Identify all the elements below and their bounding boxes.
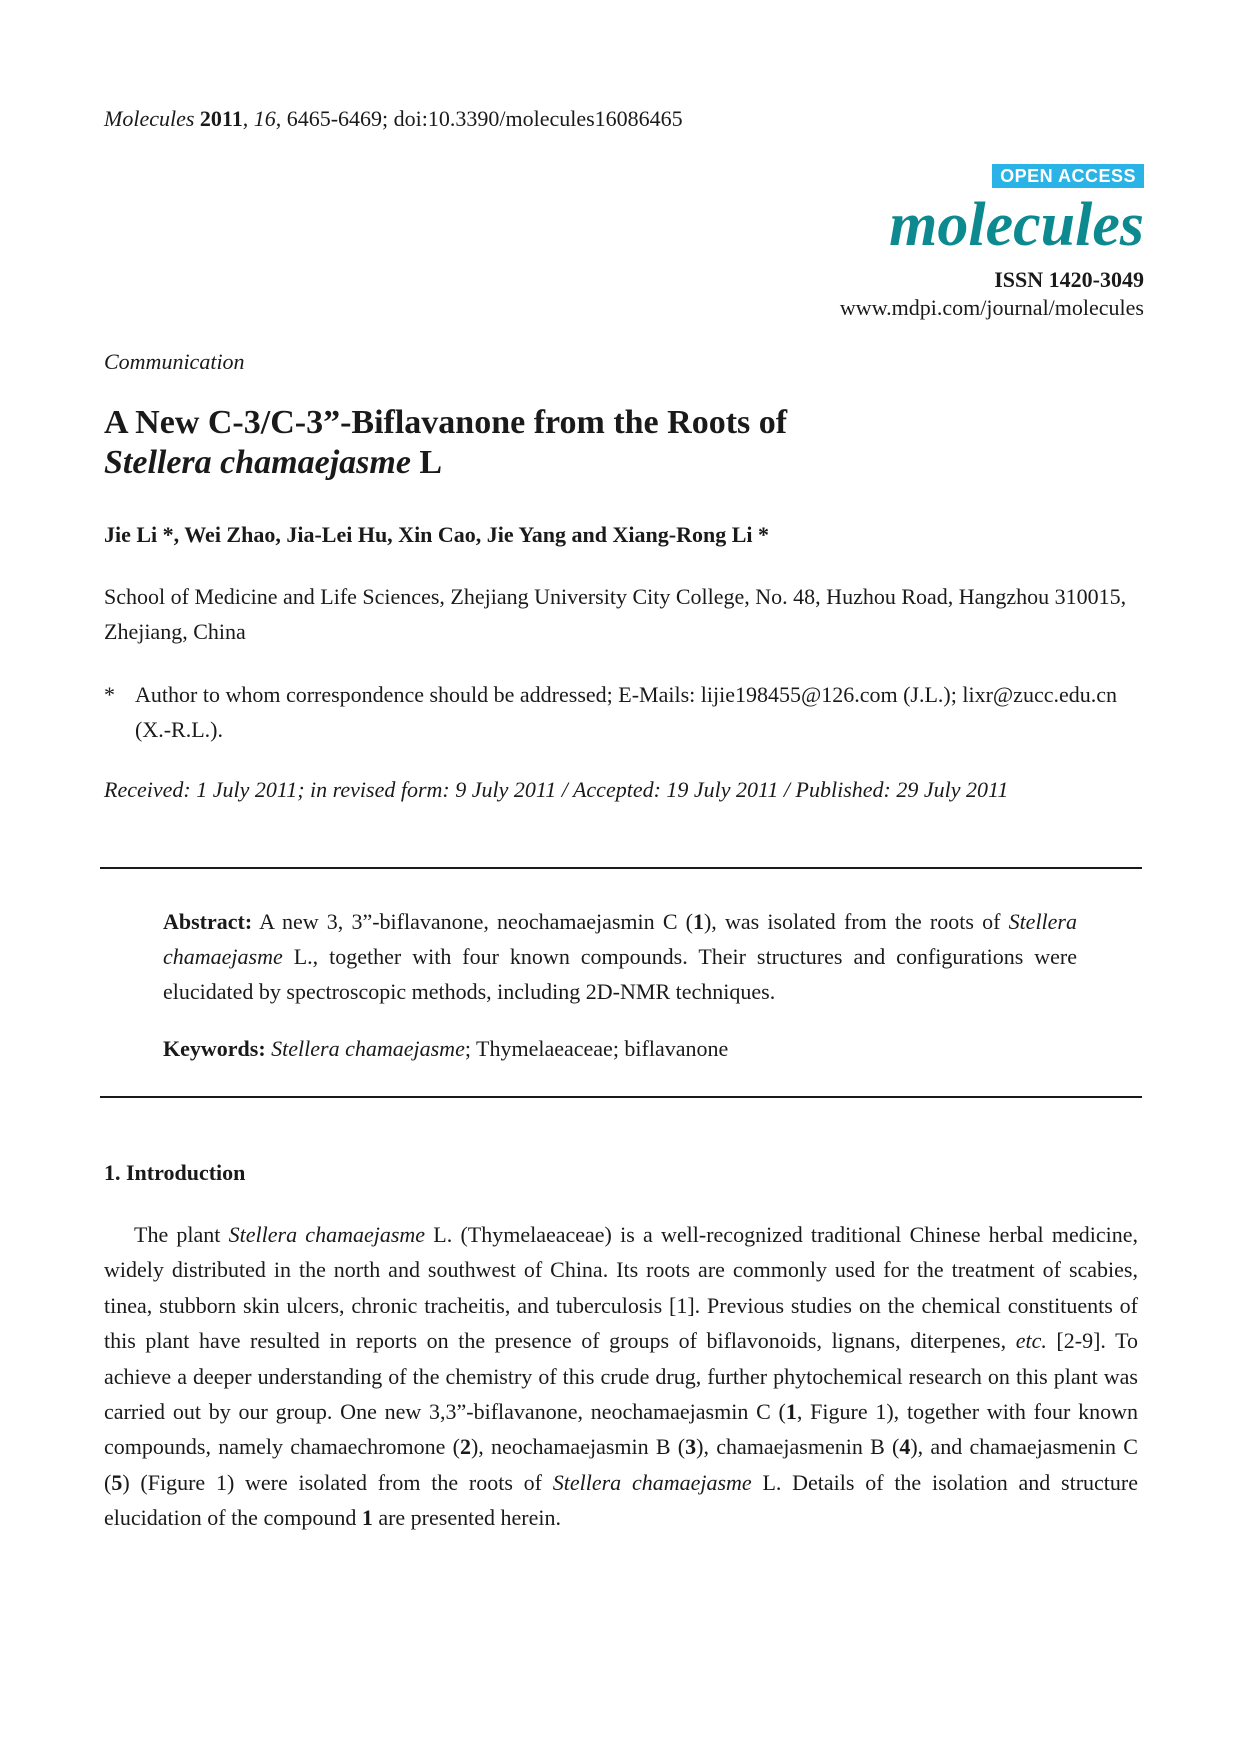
intro-text: , Figure 1), together with four known compounds, namely chamaechromone ( [104,1399,1138,1460]
compound-ref: 5 [111,1469,123,1495]
abstract [163,904,1077,1009]
correspondence-text: Author to whom correspondence should be addressed; E-Mails: lijie198455@126.com (J.L.); lixr@zucc.edu.cn (X.-R.L.). [135,682,1118,742]
introduction-paragraph [104,1217,1138,1536]
intro-text: are presented herein. [372,1505,561,1531]
divider-bottom [100,1096,1142,1098]
intro-text: [2-9]. To achieve a deeper understanding of the chemistry of this crude drug, further phytochemical research on this plant was carried out by our group. One new 3,3”-biflavanone, neochamaejasmin C ( [104,1328,1138,1425]
title-line-1: A New C-3/C-3”-Biflavanone from the Roots of [104,404,788,441]
header-pages-doi: , 6465-6469; doi:10.3390/molecules16086465 [275,106,683,131]
abstract-text: L., together with four known compounds. Their structures and configurations were elucidated by spectroscopic methods, including 2D-NMR techniques. [163,944,1077,1004]
abstract-text: A new 3, 3”-biflavanone, neochamaejasmin C ( [252,909,693,934]
intro-text: The plant [134,1222,229,1247]
open-access-badge: OPEN ACCESS [992,164,1144,188]
compound-ref: 3 [685,1434,697,1460]
section-heading-introduction: 1. Introduction [104,1160,246,1185]
author-list: Jie Li *, Wei Zhao, Jia-Lei Hu, Xin Cao, Jie Yang and Xiang-Rong Li * [104,522,769,547]
intro-text: ), neochamaejasmin B ( [470,1434,686,1460]
intro-species: Stellera chamaejasme [552,1469,752,1495]
header-year: 2011 [199,106,243,131]
affiliation: School of Medicine and Life Sciences, Zhejiang University City College, No. 48, Huzhou Road, Hangzhou 310015, Zhejiang, China [104,584,1127,644]
article-type: Communication [104,349,245,374]
correspondence-note [104,677,1144,747]
intro-species: Stellera chamaejasme [228,1222,426,1247]
journal-logo: molecules [889,191,1144,259]
abstract-label: Abstract: [163,909,253,934]
article-title [104,403,1154,483]
abstract-text: ), was isolated from the roots of [703,909,1009,934]
title-suffix: L [410,444,443,481]
intro-text: ), chamaejasmenin B ( [696,1434,900,1460]
abstract-species: Stellera chamaejasme [163,909,1077,969]
journal-abbrev: Molecules [104,106,195,131]
compound-ref: 1 [692,909,704,934]
keywords [163,1034,1077,1064]
correspondence-star: * [104,682,115,707]
intro-etc: etc. [1015,1328,1047,1354]
divider-top [100,867,1142,869]
title-line-2 [104,443,1154,483]
compound-ref: 1 [361,1505,373,1531]
publication-dates: Received: 1 July 2011; in revised form: 9 July 2011 / Accepted: 19 July 2011 / Published: 29 July 2011 [104,777,1009,802]
compound-ref: 1 [785,1399,797,1425]
journal-url: www.mdpi.com/journal/molecules [839,295,1144,320]
compound-ref: 2 [459,1434,471,1460]
intro-text: L. Details of the isolation and structure elucidation of the compound [104,1469,1138,1531]
title-species: Stellera chamaejasme [104,444,411,481]
intro-text: L. (Thymelaeaceae) is a well-recognized traditional Chinese herbal medicine, widely distributed in the north and southwest of China. Its roots are commonly used for the treatment of scabies, tinea, stubborn skin ulcers, chronic tracheitis, and tuberculosis [1]. Previous studies on the chemical constituents of this plant have resulted in reports on the presence of groups of biflavonoids, lignans, diterpenes, [104,1222,1139,1354]
keywords-label: Keywords: [163,1036,266,1061]
intro-text: ), and chamaejasmenin C ( [104,1434,1138,1495]
intro-text: ) (Figure 1) were isolated from the roots of [122,1469,553,1495]
issn: ISSN 1420-3049 [994,267,1144,292]
compound-ref: 4 [899,1434,911,1460]
header-volume: 16 [253,106,276,131]
running-header: Molecules 2011, 16, 6465-6469; doi:10.3390/molecules16086465 [104,106,683,131]
keywords-rest: ; Thymelaeaceae; biflavanone [464,1036,729,1061]
keyword-species: Stellera chamaejasme [271,1036,465,1061]
